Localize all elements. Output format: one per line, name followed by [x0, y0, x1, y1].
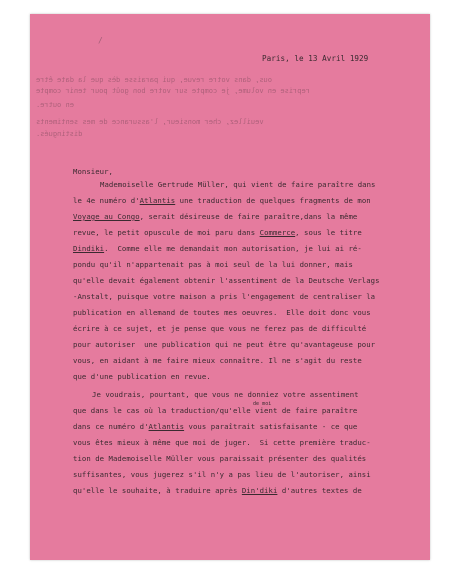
- line-text: vous paraîtrait satisfaisante - ce que: [184, 422, 358, 431]
- letter-line: [73, 260, 353, 269]
- bleed-through-line: en outre.: [36, 101, 74, 109]
- salutation: Monsieur,: [73, 167, 113, 176]
- line-text: qu'elle le souhaite, à traduire après: [73, 486, 242, 495]
- letter-line: [73, 324, 366, 333]
- line-text: -Anstalt, puisque votre maison a pris l'engagement de centraliser la: [73, 292, 376, 301]
- line-text: pour autoriser une publication qui ne peut être qu'avantageuse pour: [73, 340, 376, 349]
- line-text: publication en allemand de toutes mes oeuvres. Elle doit donc vous: [73, 308, 371, 317]
- letter-line: [73, 308, 371, 317]
- place-date: Paris, le 13 Avril 1929: [262, 54, 369, 63]
- line-text: le 4e numéro d': [73, 196, 140, 205]
- line-text: , serait désireuse de faire paraître,dans la même: [139, 212, 358, 221]
- bleed-through-line: ous, dans votre revue, qui paraisse dès que la date être: [36, 76, 273, 84]
- letter-line: [73, 438, 371, 447]
- inserted-word: de moi: [253, 401, 272, 407]
- line-text: tion de Mademoiselle Müller vous paraissait présenter des qualités: [73, 454, 367, 463]
- letter-line: [100, 180, 375, 189]
- line-text: écrire à ce sujet, et je pense que vous ne ferez pas de difficulté: [73, 324, 367, 333]
- line-text: vous êtes mieux à même que moi de juger. Si cette première traduc-: [73, 438, 371, 447]
- line-text: revue, le petit opuscule de moi paru dans: [73, 228, 260, 237]
- underlined-title: Commerce: [259, 228, 296, 237]
- pencil-mark: /: [98, 36, 103, 45]
- underlined-title: Voyage au Congo: [73, 212, 140, 221]
- underlined-title: Dindiki: [73, 244, 105, 253]
- line-text: Mademoiselle Gertrude Müller, qui vient de faire paraître dans: [100, 180, 376, 189]
- letter-line: [92, 390, 359, 399]
- letter-line: [73, 486, 362, 495]
- letter-line: [73, 196, 371, 205]
- letter-line: [73, 244, 362, 253]
- bleed-through-line: veuillez, cher monsieur, l'assurance de mes sentiments: [36, 118, 264, 126]
- line-text: dans ce numéro d': [73, 422, 149, 431]
- bleed-through-line: distingués.: [36, 130, 83, 138]
- bleed-through-line: reprise en volume, je compte sur votre bon goût pour tenir compte: [36, 87, 310, 95]
- letter-line: [73, 292, 375, 301]
- letter-line: [73, 406, 357, 415]
- line-text: qu'elle devait également obtenir l'assentiment de la Deutsche Verlags: [73, 276, 380, 285]
- letter-line: [73, 228, 362, 237]
- line-text: d'autres textes de: [277, 486, 362, 495]
- letter-line: [73, 276, 380, 285]
- letter-line: [73, 372, 211, 381]
- line-text: Je voudrais, pourtant, que vous ne donniez votre assentiment: [92, 390, 359, 399]
- line-text: . Comme elle me demandait mon autorisation, je lui ai ré-: [104, 244, 362, 253]
- line-text: que dans le cas où la traduction/qu'elle vient de faire paraître: [73, 406, 358, 415]
- letter-page: [30, 14, 430, 560]
- line-text: une traduction de quelques fragments de mon: [175, 196, 371, 205]
- letter-line: [73, 470, 371, 479]
- line-text: que d'une publication en revue.: [73, 372, 211, 381]
- line-text: , sous le titre: [295, 228, 362, 237]
- underlined-title: Din'diki: [241, 486, 278, 495]
- letter-line: [73, 340, 375, 349]
- letter-line: [73, 454, 366, 463]
- letter-line: [73, 212, 357, 221]
- underlined-title: Atlantis: [148, 422, 185, 431]
- line-text: vous, en aidant à me faire mieux connaître. Il ne s'agit du reste: [73, 356, 362, 365]
- letter-line: [73, 356, 362, 365]
- line-text: suffisantes, vous jugerez s'il n'y a pas lieu de l'autoriser, ainsi: [73, 470, 371, 479]
- letter-line: [73, 422, 357, 431]
- line-text: pondu qu'il n'appartenait pas à moi seul de la lui donner, mais: [73, 260, 353, 269]
- underlined-title: Atlantis: [139, 196, 176, 205]
